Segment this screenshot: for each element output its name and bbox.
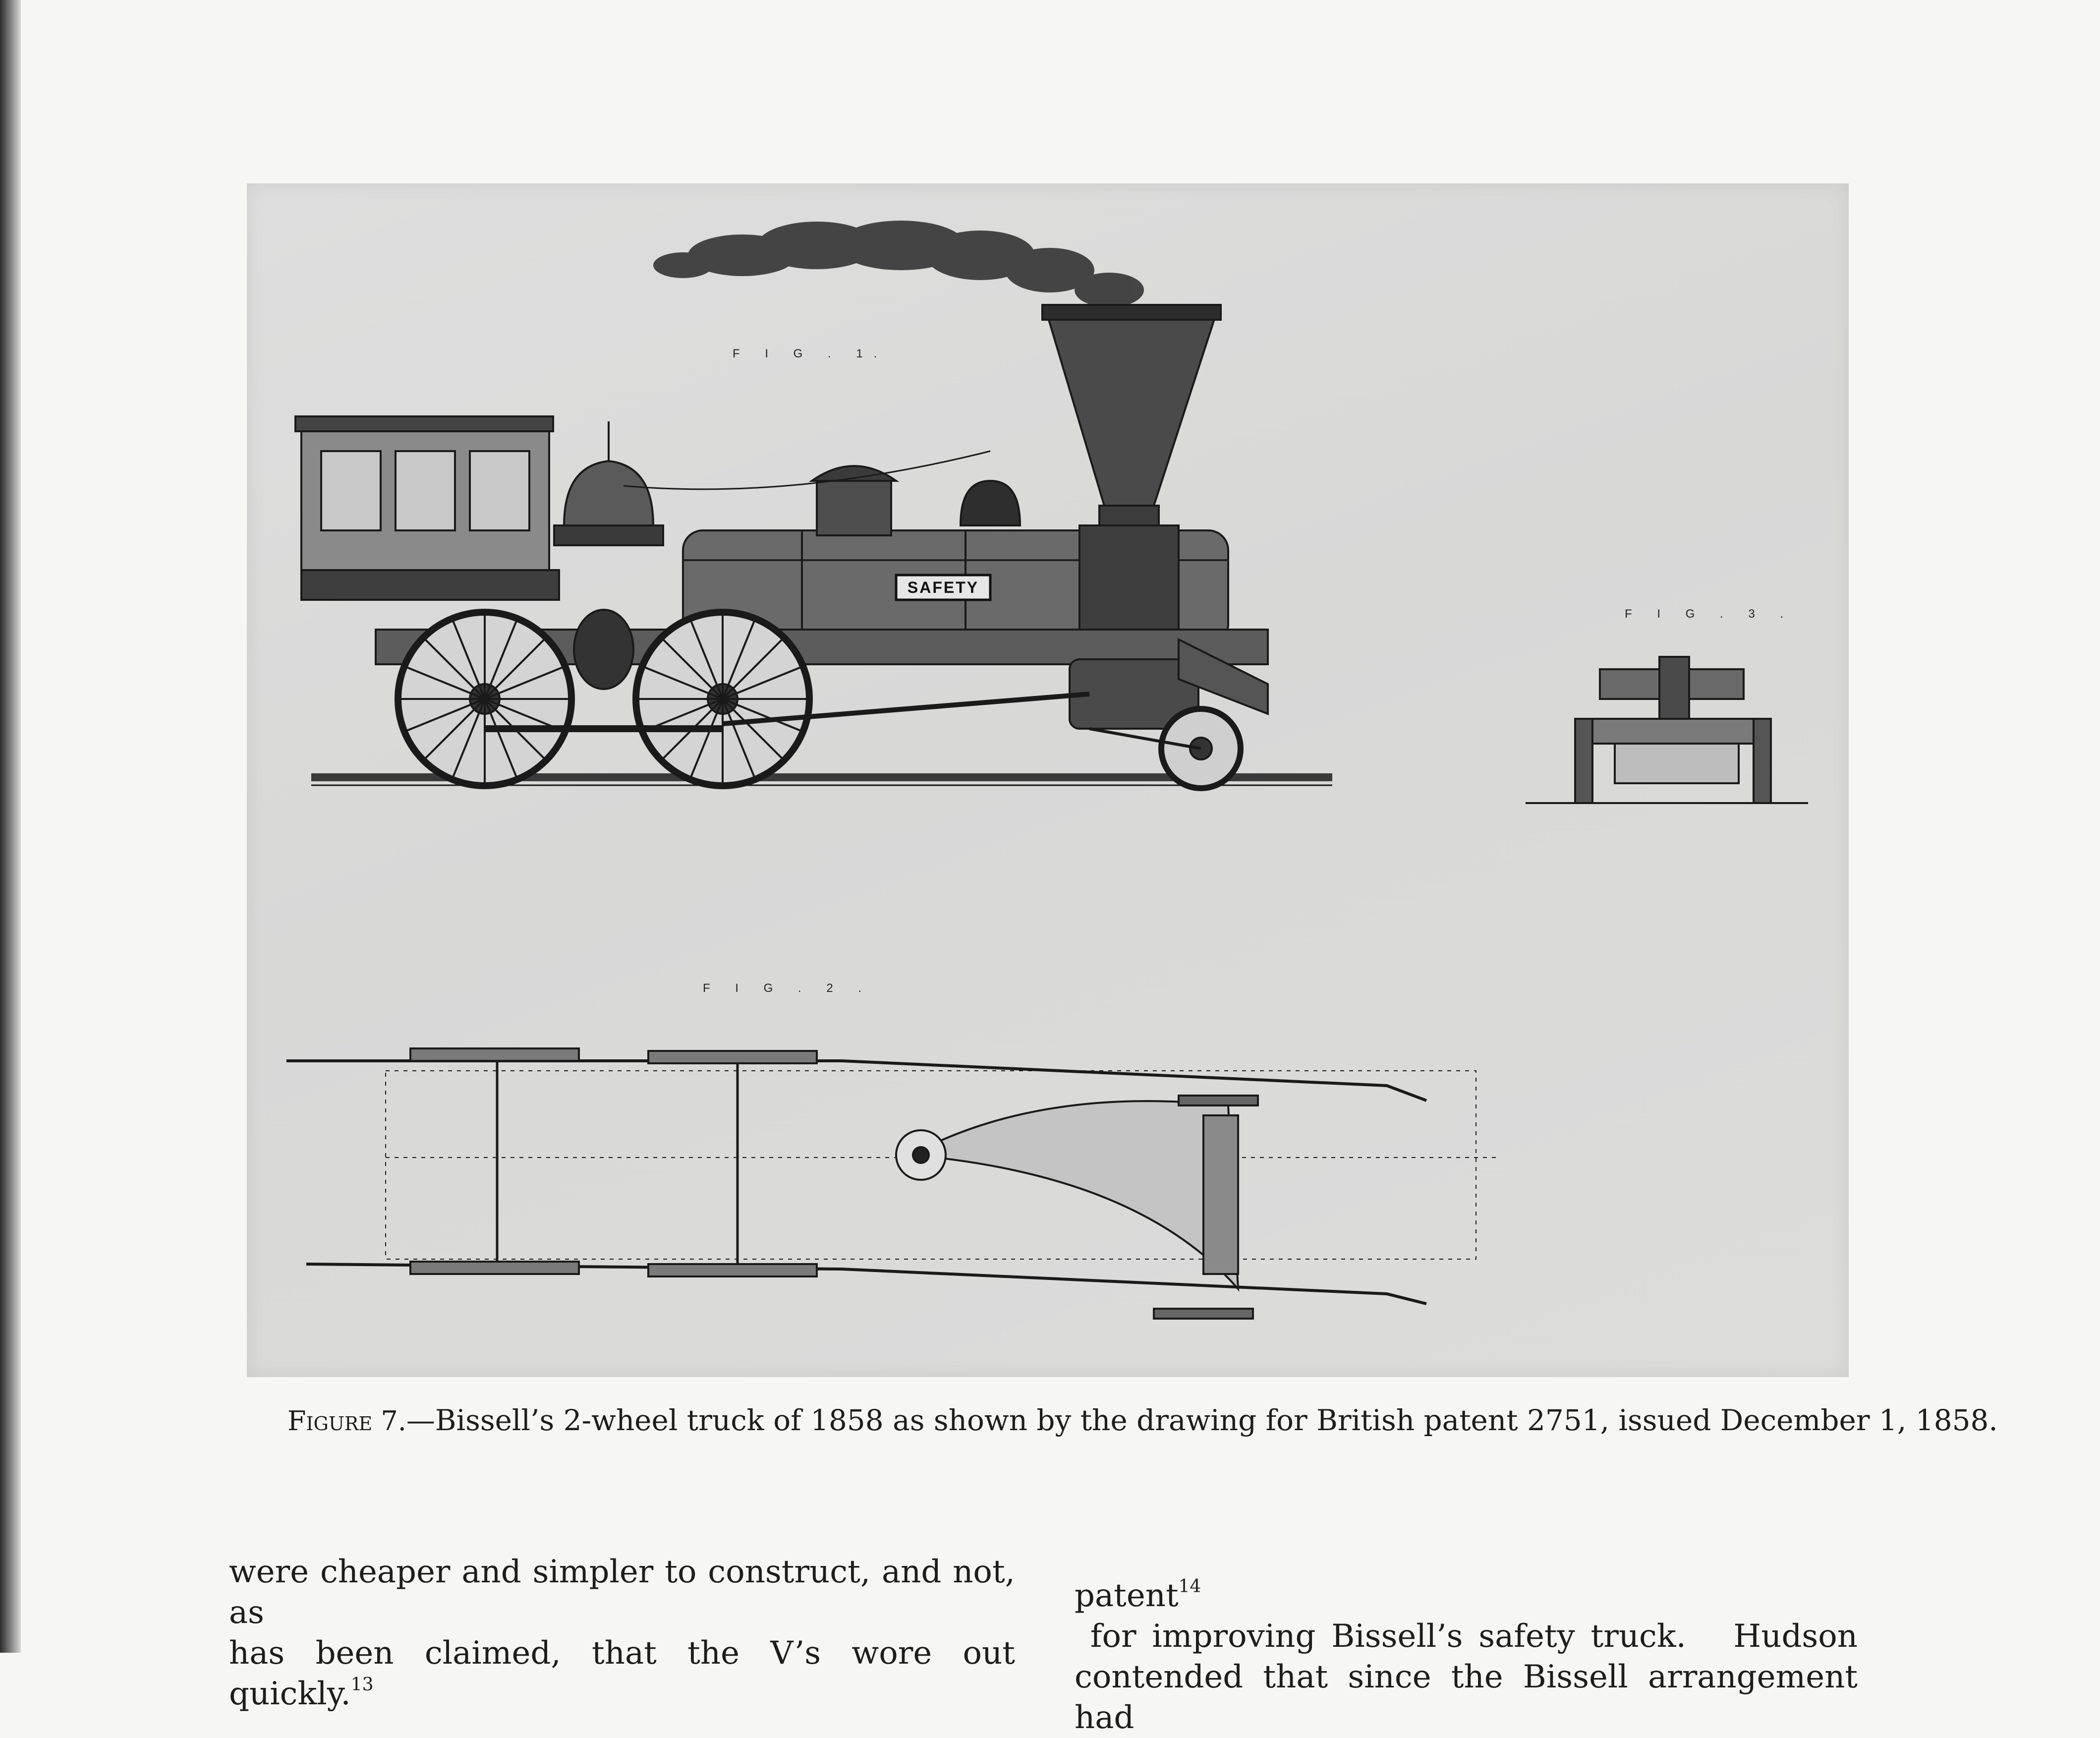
footnote-14: 14	[1178, 1576, 1201, 1597]
figure-caption	[287, 1403, 1998, 1439]
fig2-plan-view	[286, 1048, 1496, 1319]
left-line-1: were cheaper and simpler to construct, and not, as	[229, 1554, 1015, 1631]
figure-number: Figure 7.	[287, 1405, 406, 1437]
right-line-1-end: for improving Bissell’s safety truck. Hudson	[1075, 1618, 1858, 1655]
fig2-label: F I G . 2 .	[703, 982, 873, 995]
left-column	[229, 1552, 1015, 1714]
fig3-label: F I G . 3 .	[1625, 607, 1795, 621]
footnote-13: 13	[350, 1675, 374, 1695]
right-line-1	[1075, 1575, 1858, 1657]
driving-wheel-rear	[398, 612, 571, 786]
right-column	[1075, 1575, 1858, 1738]
patent-drawing	[247, 183, 1849, 1377]
left-line-2	[229, 1633, 1015, 1714]
right-line-1-start: patent	[1075, 1577, 1179, 1614]
binding-shadow	[0, 0, 21, 1653]
figure-plate	[247, 183, 1849, 1377]
driving-wheel-front	[636, 612, 809, 786]
fig1-label: F I G . 1.	[733, 347, 888, 360]
safety-nameplate: SAFETY	[907, 579, 979, 596]
right-line-2: contended that since the Bissell arrangement had	[1075, 1659, 1858, 1736]
fig1-locomotive	[295, 221, 1332, 788]
left-line-2-text: has been claimed, that the V’s wore out quickly.	[229, 1635, 1015, 1712]
fig3-end-view	[1526, 657, 1808, 803]
caption-text: —Bissell’s 2-wheel truck of 1858 as shown by the drawing for British patent 2751, issued December 1, 1858.	[406, 1403, 1998, 1437]
